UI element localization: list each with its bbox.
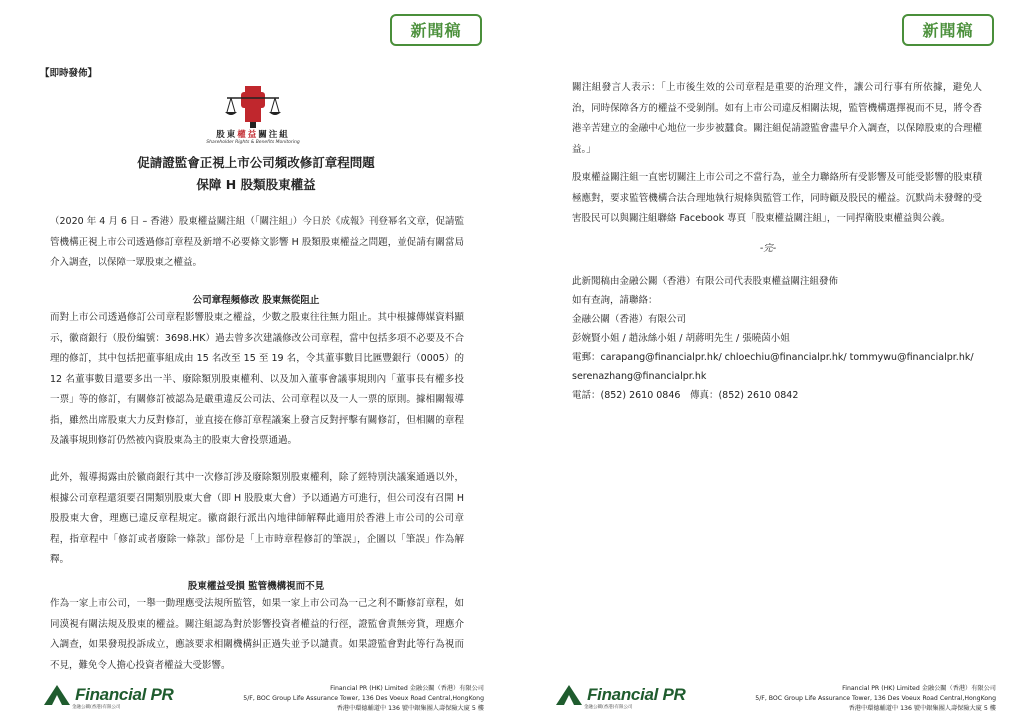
headline-line-1: 促請證監會正視上市公司頻改修訂章程問題 xyxy=(137,155,375,170)
enquiry-label: 如有查詢，請聯絡： xyxy=(572,295,658,306)
brand-subtitle: 金融公關(香港)有限公司 xyxy=(72,705,121,710)
footer-address xyxy=(755,684,996,714)
section-heading-1: 公司章程頻修改 股東無從阻止 xyxy=(192,295,320,306)
section-1-followup: 此外，報導揭露由於徽商銀行其中一次修訂涉及廢除類別股東權利，除了經特別決議案通過以外，根據公司章程還須要召開類別股東大會（即 H 股股東大會）予以通過方可進行，但公司沒有召開 H 股股東大會，理應已違反章程規定。徽商銀行派出內地律師解釋此適用於香港上市公司的公司章程，指章程中「修訂或者廢除一條款」部份是「上市時章程修訂的筆誤」，企圖以「筆誤」作為解釋。 xyxy=(50,472,464,565)
section-1-body: 而對上市公司透過修訂公司章程影響股東之權益，少數之股東往往無力阻止。其中根據傳媒資料顯示，徽商銀行（股份編號：3698.HK）過去曾多次建議修改公司章程，當中包括多項不必要及不合理的修訂，其中包括把董事組成由 15 名改至 15 至 19 名，令其董事數目比匯豐銀行（0005）的 12 名董事數目還要多出一半、廢除類別股東權利、以及加入董事會議事規則內「董事長有權多投一票」等的修訂，有關修訂被認為是嚴重違反公司法、公司章程以及一人一票的原則。據相關報導指，雖然出席股東大力反對修訂，並直接在修訂章程議案上發言反對抨擊有關修訂，但相關的章程及議事規則修訂仍然被內資股東為主的股東大會投票通過。 xyxy=(50,312,464,446)
address-line-2: 5/F, BOC Group Life Assurance Tower, 136 Des Voeux Road Central,HongKong xyxy=(755,695,996,702)
address-line-3: 香港中環德輔道中 136 號中銀集團人壽保險大廈 5 樓 xyxy=(848,705,996,712)
press-release-page-2 xyxy=(512,0,1024,726)
press-release-stamp: 新聞稿 xyxy=(902,14,994,46)
address-line-2: 5/F, BOC Group Life Assurance Tower, 136 Des Voeux Road Central,HongKong xyxy=(243,695,484,702)
intro-paragraph: （2020 年 4 月 6 日 – 香港）股東權益關注組（「關注組」）今日於《成報》刊登幂名文章，促請監管機構正視上市公司透過修訂章程及新增不必要條文影響 H 股類股東權益之問題，並促請有關當局介入調查，以保障一眾股東之權益。 xyxy=(50,216,464,268)
logo-subtitle: Shareholder Rights & Benefits Monitoring xyxy=(206,140,300,145)
address-line-1: Financial PR (HK) Limited 金融公關（香港）有限公司 xyxy=(330,685,484,692)
financial-pr-logo xyxy=(44,685,174,711)
contact-company: 金融公關（香港）有限公司 xyxy=(572,314,687,325)
contact-email-1: 電郵：carapang@financialpr.hk/ chloechiu@financialpr.hk/ tommywu@financialpr.hk/ xyxy=(572,352,974,363)
logo-text-part3: 關注組 xyxy=(258,130,290,140)
brand-name: Financial PR xyxy=(587,685,686,704)
logo-text-part2: 權益 xyxy=(237,130,259,140)
press-release-stamp: 新聞稿 xyxy=(390,14,482,46)
section-heading-2: 股東權益受損 監管機構視而不見 xyxy=(187,581,325,592)
footer-address xyxy=(243,684,484,714)
section-2-body: 作為一家上市公司，一舉一動理應受法規所監管，如果一家上市公司為一己之利不斷修訂章程，如同漠視有關法規及股東的權益。關注組認為對於影響投資者權益的行徑，證監會責無旁貸，理應介入調查，如果發現投訴成立，應該要求相關機構糾正過失並予以譴責。如果證監會對此等行為視而不見，難免令人擔心投資者權益大受影響。 xyxy=(50,598,464,671)
scales-fist-icon xyxy=(223,84,283,130)
release-tag: 【即時發佈】 xyxy=(40,68,98,79)
issued-by: 此新聞稿由金融公關（香港）有限公司代表股東權益關注組發佈 xyxy=(572,276,839,287)
contact-block xyxy=(572,272,974,405)
contact-phone: 電話：(852) 2610 0846 傳真：(852) 2610 0842 xyxy=(572,390,799,401)
group-statement: 股東權益關注組一直密切關注上市公司之不當行為，並全力聯絡所有受影響及可能受影響的股東積極應對，要求監管機構合法合理地執行規條與監管工作，同時顧及股民的權益。沉默尚未發聲的受害股民可以與關注組聯絡 Facebook 專頁「股東權益關注組」，一同捍衛股東權益與公義。 xyxy=(572,172,982,224)
brand-subtitle: 金融公關(香港)有限公司 xyxy=(584,705,633,710)
triangle-logo-icon xyxy=(556,685,582,705)
address-line-1: Financial PR (HK) Limited 金融公關（香港）有限公司 xyxy=(842,685,996,692)
spokesperson-quote: 關注組發言人表示：「上市後生效的公司章程是重要的治理文件，讓公司行事有所依據，避免人治，同時保障各方的權益不受剝削。如有上市公司違反相關法規，監管機構選擇視而不見，將令香港辛苦建立的金融中心地位一步步被蠶食。關注組促請證監會盡早介入調查，以保障股東的合理權益。」 xyxy=(572,82,982,155)
triangle-logo-icon xyxy=(44,685,70,705)
contact-persons: 彭婉賢小姐 / 趙泳絲小姐 / 胡蔣明先生 / 張曉茵小姐 xyxy=(572,333,790,344)
logo-text-part1: 股東 xyxy=(216,130,238,140)
brand-name: Financial PR xyxy=(75,685,174,704)
financial-pr-logo xyxy=(556,685,686,711)
shareholder-group-logo xyxy=(205,84,301,150)
contact-email-2: serenazhang@financialpr.hk xyxy=(572,371,707,382)
headline-line-2: 保障 H 股類股東權益 xyxy=(196,177,316,192)
end-mark: -完- xyxy=(759,243,777,254)
address-line-3: 香港中環德輔道中 136 號中銀集團人壽保險大廈 5 樓 xyxy=(336,705,484,712)
